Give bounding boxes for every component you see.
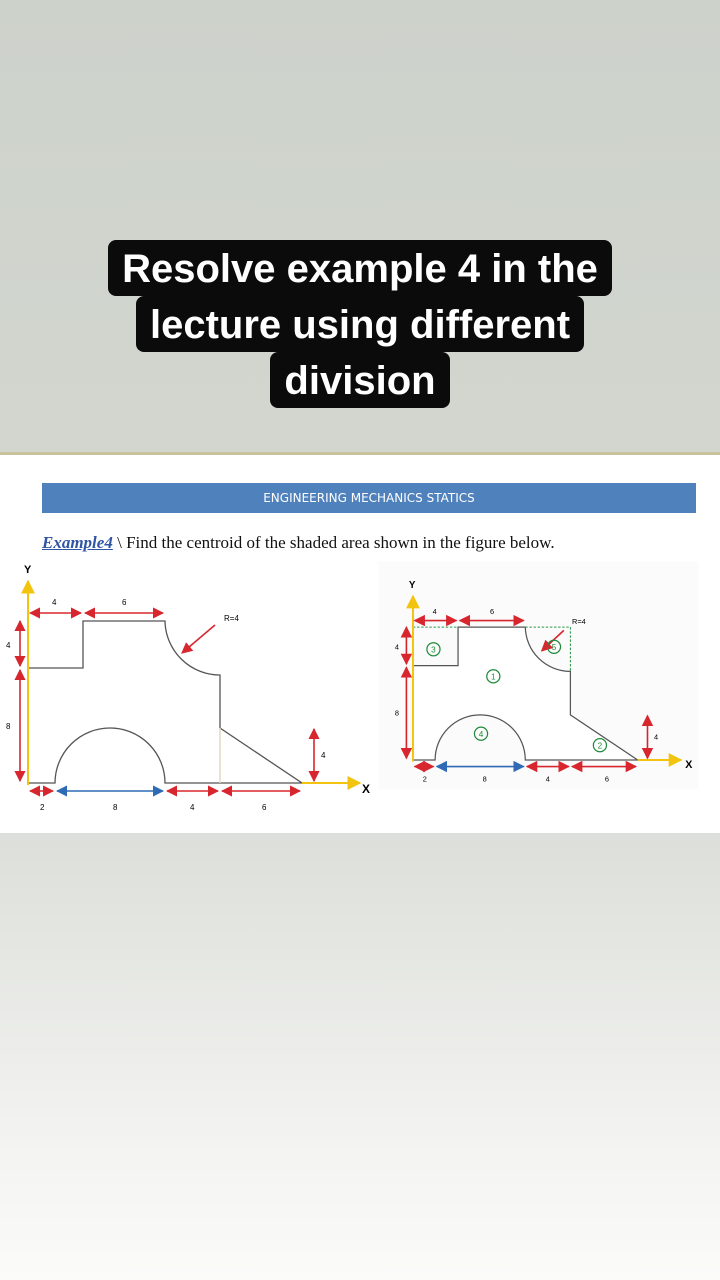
problem-text: Find the centroid of the shaded area shown in the figure below. bbox=[126, 533, 555, 552]
left-axis-x-label: X bbox=[362, 782, 371, 796]
svg-text:3: 3 bbox=[431, 645, 436, 655]
left-radius-label: R=4 bbox=[224, 614, 239, 623]
caption-line-1: Resolve example 4 in the bbox=[108, 240, 612, 296]
left-axis-y-label: Y bbox=[24, 564, 32, 576]
figures-svg bbox=[0, 555, 720, 815]
right-bottom-dim-3: 4 bbox=[545, 774, 550, 784]
left-right-dim: 4 bbox=[321, 751, 326, 760]
right-side-dim-1: 4 bbox=[394, 642, 400, 652]
right-right-dim: 4 bbox=[654, 732, 659, 742]
left-side-dim-1: 4 bbox=[6, 641, 11, 650]
left-bottom-dim-1: 2 bbox=[40, 803, 45, 812]
svg-text:4: 4 bbox=[478, 730, 484, 739]
left-figure bbox=[6, 564, 370, 812]
example-title: Example4 bbox=[42, 533, 113, 552]
left-bottom-dim-2: 8 bbox=[113, 803, 118, 812]
left-top-dim-2: 6 bbox=[122, 598, 127, 607]
document-header-bar: ENGINEERING MECHANICS STATICS bbox=[42, 483, 696, 513]
right-top-dim-1: 4 bbox=[432, 607, 437, 616]
right-bottom-dim-1: 2 bbox=[422, 774, 427, 784]
left-shaded-outline bbox=[28, 621, 302, 783]
right-bottom-dim-4: 6 bbox=[604, 774, 609, 784]
svg-text:1: 1 bbox=[491, 672, 496, 682]
svg-text:5: 5 bbox=[551, 643, 557, 653]
caption-line-3: division bbox=[270, 352, 449, 408]
svg-text:2: 2 bbox=[597, 741, 603, 751]
left-bottom-dim-3: 4 bbox=[190, 803, 195, 812]
caption-overlay bbox=[0, 240, 720, 408]
left-side-dim-2: 8 bbox=[6, 722, 11, 731]
right-axis-x-label: X bbox=[685, 759, 693, 772]
left-top-dim-1: 4 bbox=[52, 598, 57, 607]
right-top-dim-2: 6 bbox=[490, 607, 495, 616]
right-radius-label: R=4 bbox=[572, 616, 586, 626]
left-bottom-dim-4: 6 bbox=[262, 803, 267, 812]
right-axis-y-label: Y bbox=[408, 579, 416, 591]
right-side-dim-2: 8 bbox=[394, 708, 400, 718]
document-screenshot bbox=[0, 452, 720, 833]
left-radius-arrow bbox=[182, 625, 215, 653]
problem-statement bbox=[42, 533, 712, 553]
title-separator: \ bbox=[117, 533, 122, 552]
caption-line-2: lecture using different bbox=[136, 296, 584, 352]
right-bottom-dim-2: 8 bbox=[482, 774, 487, 784]
right-figure bbox=[379, 562, 699, 790]
